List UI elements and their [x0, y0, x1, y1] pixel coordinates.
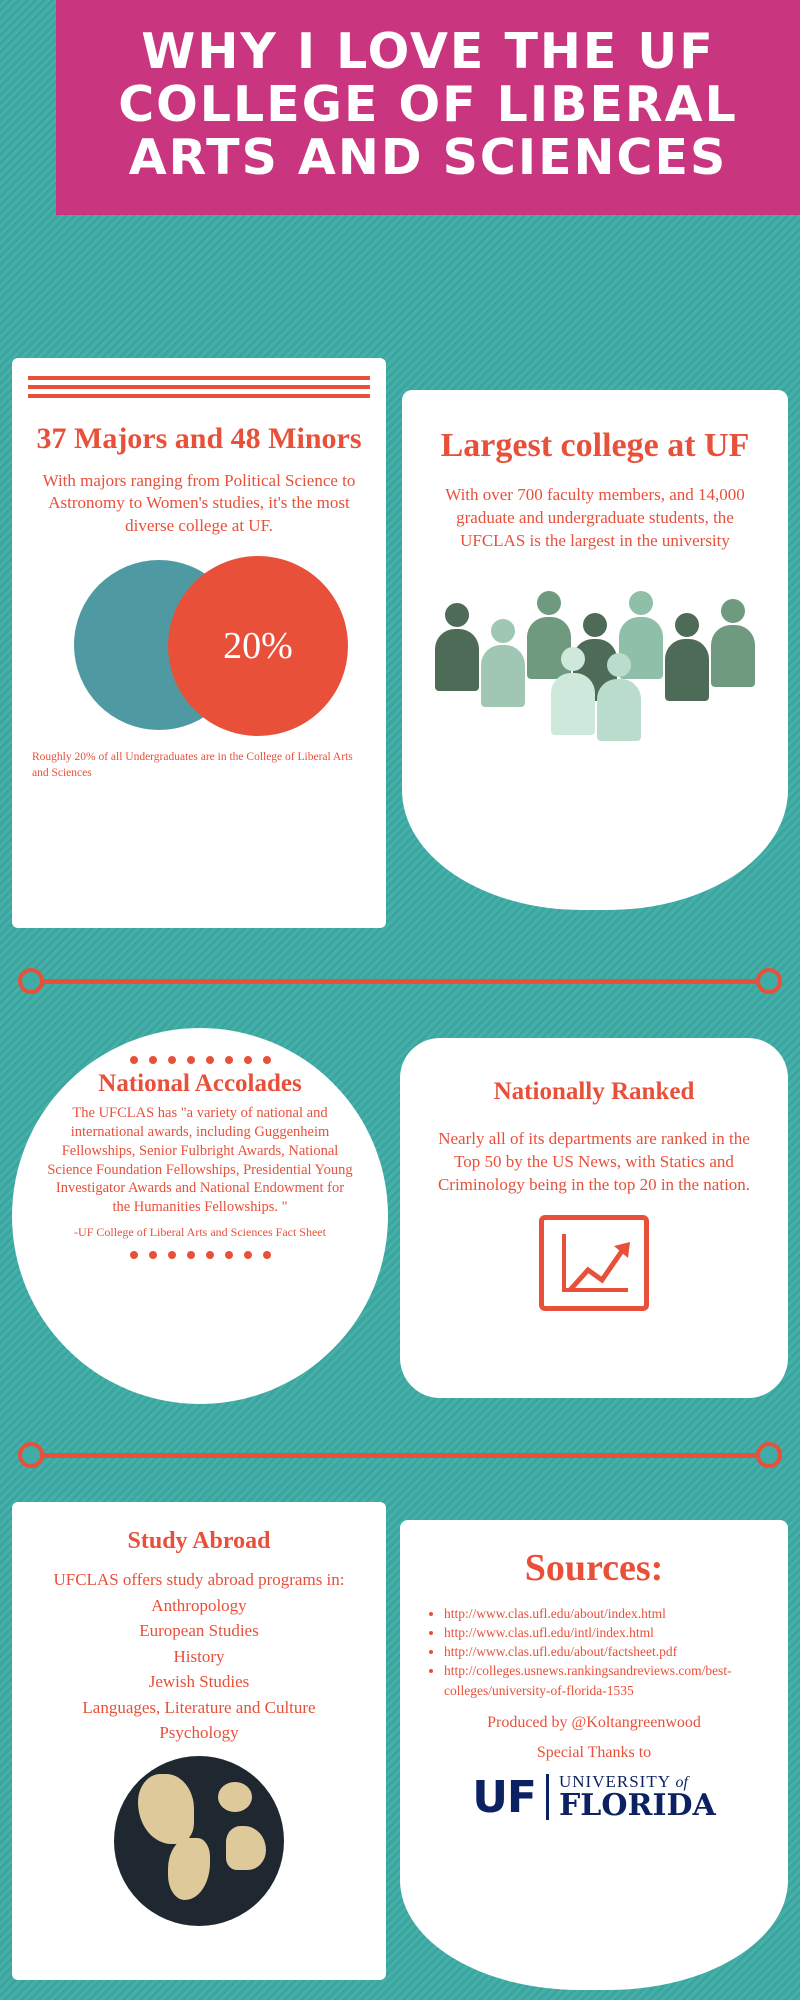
- growth-arrow-icon: [558, 1230, 648, 1308]
- majors-body: With majors ranging from Political Science to Astronomy to Women's studies, it's the most diverse college at UF.: [42, 470, 356, 536]
- study-intro: UFCLAS offers study abroad programs in:: [53, 1570, 345, 1589]
- source-link[interactable]: • http://www.clas.ufl.edu/about/index.html: [444, 1604, 766, 1623]
- header-banner: [56, 0, 800, 215]
- majors-title: 37 Majors and 48 Minors: [36, 422, 362, 455]
- study-program-list: [28, 1593, 370, 1746]
- card-sources: [400, 1520, 788, 1990]
- venn-pie-chart: [28, 552, 370, 742]
- list-item: Languages, Literature and Culture: [82, 1697, 316, 1717]
- person-icon: [481, 619, 525, 707]
- uf-logo-wordmark: [559, 1772, 716, 1824]
- person-icon: [665, 613, 709, 701]
- divider-two: [18, 1440, 782, 1470]
- produced-by-text: Produced by @Koltangreenwood: [487, 1713, 701, 1731]
- source-link[interactable]: • http://www.clas.ufl.edu/about/factsheet.pdf: [444, 1642, 766, 1661]
- sources-title: Sources:: [524, 1547, 664, 1589]
- largest-title: Largest college at UF: [440, 427, 750, 464]
- sources-link-list: [422, 1604, 766, 1700]
- page-title: WHY I LOVE THE UF COLLEGE OF LIBERAL ARTS AND SCIENCES: [118, 23, 738, 186]
- special-thanks-text: Special Thanks to: [536, 1743, 652, 1761]
- divider-one: [18, 966, 782, 996]
- card-national-accolades: [12, 1028, 388, 1404]
- dot-decoration-bottom: [46, 1251, 354, 1259]
- divider-bar: [34, 979, 766, 984]
- divider-knob-left: [18, 968, 44, 994]
- chart-caption: Roughly 20% of all Undergraduates are in the College of Liberal Arts and Sciences: [32, 751, 353, 779]
- uf-logo-mark: UF: [472, 1771, 536, 1823]
- card-largest-college: [402, 390, 788, 910]
- globe-icon: [114, 1756, 284, 1926]
- uf-logo-rule: [546, 1774, 549, 1820]
- divider-knob-left: [18, 1442, 44, 1468]
- divider-knob-right: [756, 968, 782, 994]
- study-title: Study Abroad: [127, 1528, 271, 1554]
- people-group-icon: [435, 573, 755, 753]
- list-item: Jewish Studies: [148, 1672, 250, 1691]
- card-nationally-ranked: [400, 1038, 788, 1398]
- divider-knob-right: [756, 1442, 782, 1468]
- card-majors-and-minors: [12, 358, 386, 928]
- uf-logo-university: UNIVERSITY: [559, 1772, 671, 1792]
- person-icon: [551, 647, 595, 735]
- ranked-body: Nearly all of its departments are ranked in the Top 50 by the US News, with Statics and Criminology being in the top 20 in the nation.: [437, 1129, 751, 1194]
- growth-chart-icon: [539, 1215, 649, 1311]
- source-link[interactable]: • http://colleges.usnews.rankingsandreviews.com/best-colleges/university-of-florida-1535: [444, 1661, 766, 1699]
- accolades-attribution: -UF College of Liberal Arts and Sciences Fact Sheet: [74, 1225, 326, 1240]
- source-link[interactable]: • http://www.clas.ufl.edu/intl/index.html: [444, 1623, 766, 1642]
- uf-logo: [422, 1772, 766, 1823]
- chart-slice-clas: [168, 556, 348, 736]
- list-item: History: [173, 1646, 225, 1666]
- list-item: Anthropology: [151, 1595, 247, 1615]
- person-icon: [435, 603, 479, 691]
- card-study-abroad: [12, 1502, 386, 1980]
- uf-logo-florida: FLORIDA: [559, 1788, 716, 1824]
- person-icon: [711, 599, 755, 687]
- ranked-title: Nationally Ranked: [493, 1078, 695, 1105]
- accolades-body: The UFCLAS has "a variety of national and international awards, including Guggenheim Fellowships, Senior Fulbright Awards, National Science Foundation Fellowships, Presidential Young Investigator Awards and National Endowment for the Humanities Fellowships. ": [47, 1105, 353, 1216]
- stripe-decoration: [28, 376, 370, 402]
- chart-value-label: 20%: [223, 625, 293, 668]
- list-item: European Studies: [139, 1621, 259, 1640]
- list-item: Psychology: [159, 1723, 239, 1742]
- dot-decoration-top: [46, 1056, 354, 1064]
- person-icon: [597, 653, 641, 741]
- largest-body: With over 700 faculty members, and 14,000 graduate and undergraduate students, the UFCLAS is the largest in the university: [445, 485, 745, 551]
- uf-logo-of: of: [675, 1774, 688, 1792]
- divider-bar: [34, 1453, 766, 1458]
- accolades-title: National Accolades: [98, 1070, 302, 1097]
